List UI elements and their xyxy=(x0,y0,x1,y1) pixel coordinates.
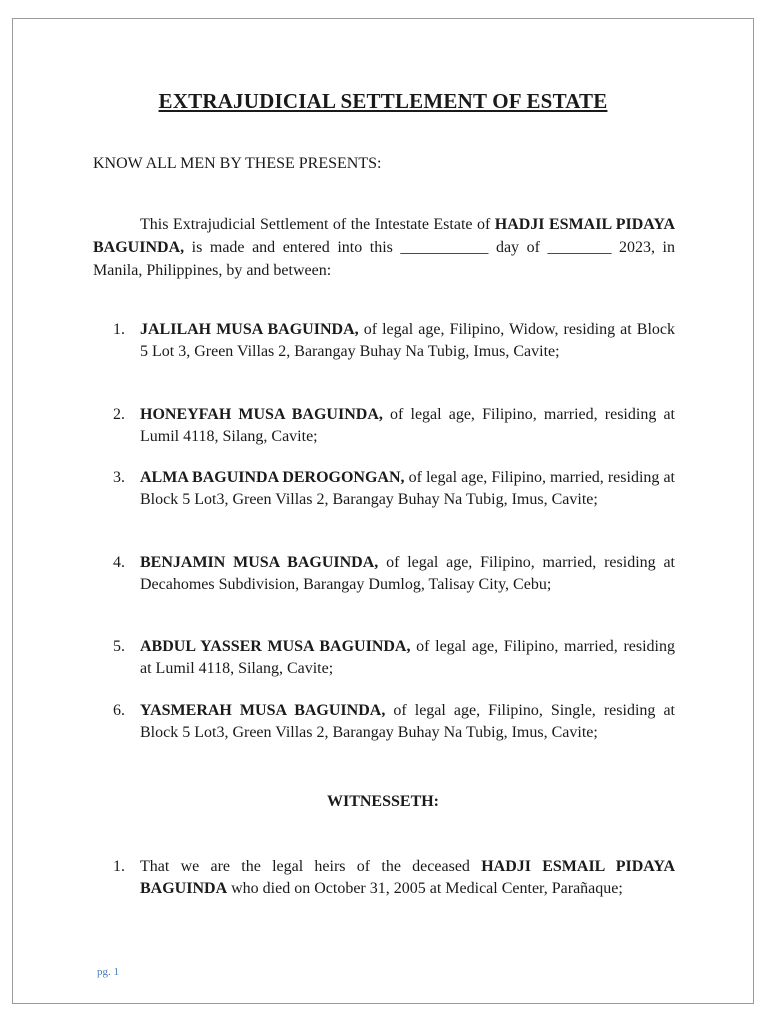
party-number: 6. xyxy=(113,702,125,719)
party-item xyxy=(113,700,675,744)
party-name: HONEYFAH MUSA BAGUINDA, xyxy=(140,406,383,423)
party-number: 2. xyxy=(113,406,125,423)
party-name: ABDUL YASSER MUSA BAGUINDA, xyxy=(140,638,411,655)
party-number: 1. xyxy=(113,321,125,338)
intro-text-2: is made and entered into this ___________ day of ________ 2023, in Manila, Philippines, by and between: xyxy=(93,239,675,279)
party-name: BENJAMIN MUSA BAGUINDA, xyxy=(140,554,379,571)
party-details: of legal age, Filipino, Single, residing at Block 5 Lot3, Green Villas 2, Barangay Buhay Na Tubig, Imus, Cavite; xyxy=(140,702,675,741)
clause-text-2: who died on October 31, 2005 at Medical Center, Parañaque; xyxy=(227,880,623,897)
party-details: of legal age, Filipino, married, residing at Decahomes Subdivision, Barangay Dumlog, Talisay City, Cebu; xyxy=(140,554,675,593)
opening-line: KNOW ALL MEN BY THESE PRESENTS: xyxy=(93,155,382,172)
document-title: EXTRAJUDICIAL SETTLEMENT OF ESTATE xyxy=(158,89,608,113)
decedent-name: HADJI ESMAIL PIDAYA BAGUINDA, xyxy=(93,216,675,256)
intro-text-1: This Extrajudicial Settlement of the Intestate Estate of xyxy=(140,216,495,233)
witnesseth-heading: WITNESSETH: xyxy=(326,793,440,810)
party-number: 4. xyxy=(113,554,125,571)
party-name: JALILAH MUSA BAGUINDA, xyxy=(140,321,359,338)
party-details: of legal age, Filipino, married, residing at Block 5 Lot3, Green Villas 2, Barangay Buhay Na Tubig, Imus, Cavite; xyxy=(140,469,675,508)
document-page xyxy=(12,18,754,1004)
party-details: of legal age, Filipino, Widow, residing at Block 5 Lot 3, Green Villas 2, Barangay Buhay Na Tubig, Imus, Cavite; xyxy=(140,321,675,360)
party-item xyxy=(113,404,675,448)
party-number: 5. xyxy=(113,638,125,655)
party-name: YASMERAH MUSA BAGUINDA, xyxy=(140,702,386,719)
clause-number: 1. xyxy=(113,858,125,875)
party-item xyxy=(113,467,675,511)
party-details: of legal age, Filipino, married, residing at Lumil 4118, Silang, Cavite; xyxy=(140,406,675,445)
party-item xyxy=(113,636,675,680)
party-name: ALMA BAGUINDA DEROGONGAN, xyxy=(140,469,405,486)
party-details: of legal age, Filipino, married, residing at Lumil 4118, Silang, Cavite; xyxy=(140,638,675,677)
clause-text-1: That we are the legal heirs of the deceased xyxy=(140,858,482,875)
party-item xyxy=(113,552,675,596)
clause-item xyxy=(113,856,675,900)
page-number: pg. 1 xyxy=(97,966,119,978)
clause-bold-name: HADJI ESMAIL PIDAYA BAGUINDA xyxy=(140,858,676,897)
intro-paragraph xyxy=(93,213,675,282)
party-item xyxy=(113,319,675,363)
party-number: 3. xyxy=(113,469,125,486)
